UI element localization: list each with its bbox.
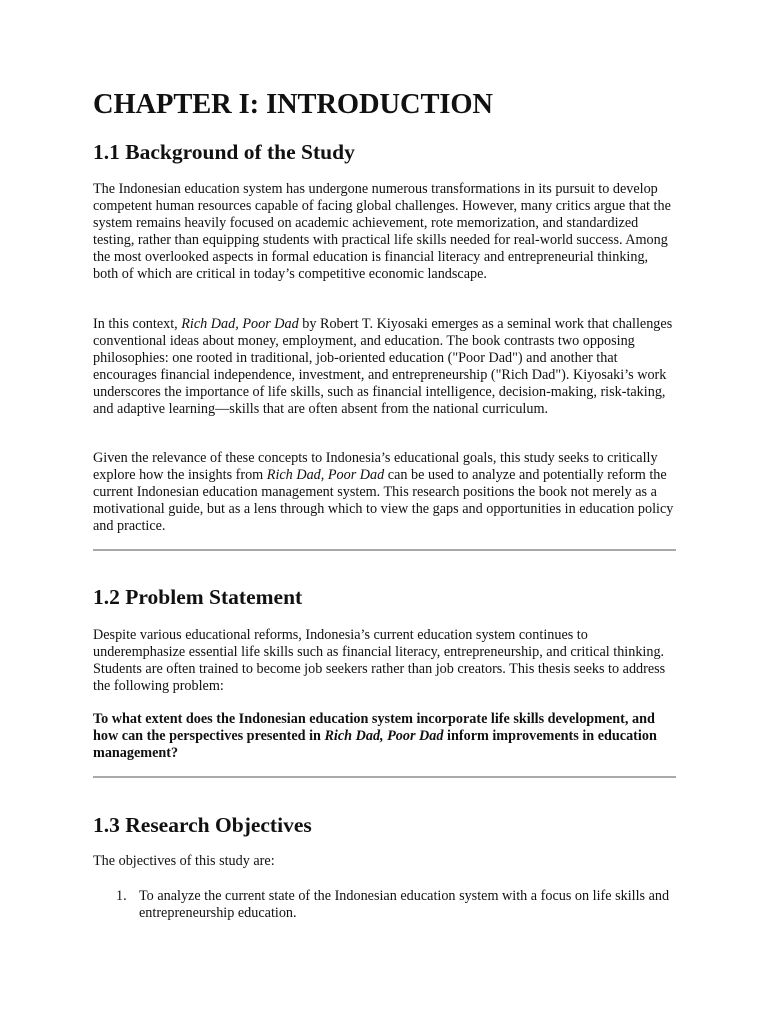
book-title: Rich Dad, Poor Dad [266,466,385,483]
book-title: Rich Dad, Poor Dad [324,727,444,744]
background-paragraph-2 [93,316,676,417]
horizontal-divider [93,776,676,778]
text-run: by Robert T. Kiyosaki emerges as a seminal work that challenges conventional ideas about money, employment, and education. The book contrasts two opposing philosophies: one rooted in traditional, job-oriented education ("Poor Dad") and another that encourages financial independence, investment, and entrepreneurship ("Rich Dad"). Kiyosaki’s work underscores the importance of life skills, such as financial intelligence, decision-making, risk-taking, and adaptive learning—skills that are often absent from the national curriculum. [93,316,673,417]
text-run: can be used to analyze and potentially reform the current Indonesian education management system. This research positions the book not merely as a motivational guide, but as a lens through which to view the gaps and opportunities in education policy and practice. [93,466,674,534]
list-item-text: To analyze the current state of the Indonesian education system with a focus on life skills and entrepreneurship education. [139,888,670,921]
book-title: Rich Dad, Poor Dad [181,316,299,332]
horizontal-divider [93,549,676,551]
section-heading-background: 1.1 Background of the Study [93,140,355,164]
text-run: inform improvements in education management? [93,727,657,761]
list-item-number: 1. [116,888,127,904]
background-paragraph-3 [93,450,676,535]
section-heading-research-objectives: 1.3 Research Objectives [93,813,312,837]
text-run: To what extent does the Indonesian education system incorporate life skills development, and how can the perspectives presented in [93,711,655,744]
background-paragraph-1: The Indonesian education system has undergone numerous transformations in its pursuit to develop competent human resources capable of facing global challenges. However, many critics argue that the system remains heavily focused on academic achievement, rote memorization, and standardized testing, rather than equipping students with practical life skills needed for real-world success. Among the most overlooked aspects in formal education is financial literacy and entrepreneurial thinking, both of which are critical in today’s competitive economic landscape. [93,181,671,282]
problem-paragraph: Despite various educational reforms, Indonesia’s current education system continues to underemphasize essential life skills such as financial literacy, entrepreneurship, and critical thinking. Students are often trained to become job seekers rather than job creators. This thesis seeks to address the following problem: [93,627,666,694]
chapter-title: CHAPTER I: INTRODUCTION [93,89,493,120]
text-run: Given the relevance of these concepts to Indonesia’s educational goals, this study seeks to critically explore how the insights from [93,450,658,483]
section-heading-problem-statement: 1.2 Problem Statement [93,585,303,609]
research-question [93,711,676,762]
objectives-list [93,888,676,922]
list-item [93,888,676,922]
text-run: In this context, [93,316,182,332]
objectives-intro: The objectives of this study are: [93,853,275,869]
